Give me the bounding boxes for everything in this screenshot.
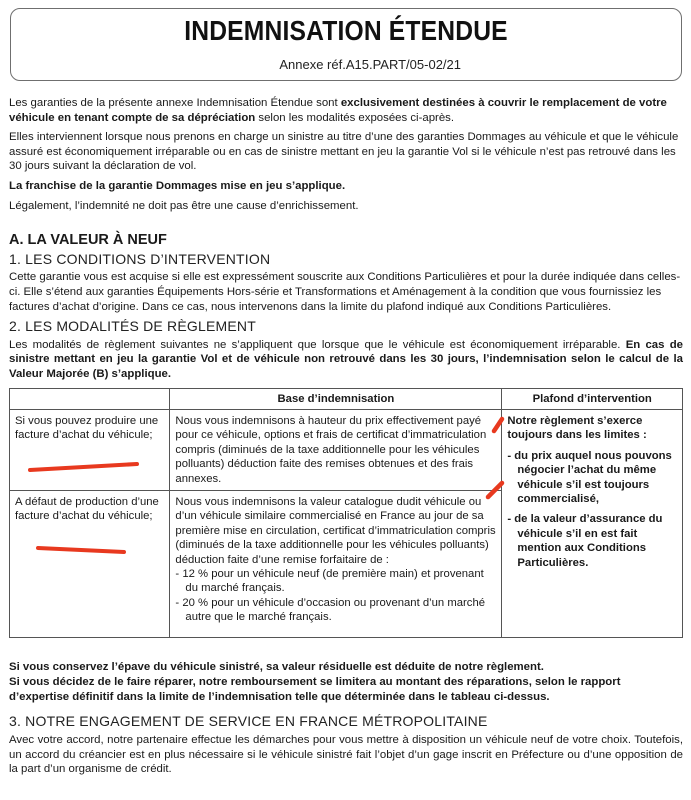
intro-paragraph-1: Les garanties de la présente annexe Indemnisation Étendue sont exclusivement destinées à couvrir le remplacement de votre véhicule en tenant compte de sa dépréciation selon les modalités exposées ci-après. (9, 97, 667, 124)
row2-item-2: - 20 % pour un véhicule d’occasion ou provenant d’un marché autre que le marché français. (175, 596, 486, 624)
section-2-title: 2. LES MODALITÉS DE RÈGLEMENT (9, 318, 256, 335)
row1-base: Nous vous indemnisons à hauteur du prix effectivement payé pour ce véhicule, options et frais de certificat d’immatriculation compris (diminués de la taxe additionnelle pour les véhicules polluants) déduction faite des remises obtenues et des frais annexes. (170, 409, 502, 490)
section-3-title: 3. NOTRE ENGAGEMENT DE SERVICE EN FRANCE MÉTROPOLITAINE (9, 713, 488, 730)
table-header-plafond: Plafond d’intervention (502, 388, 683, 409)
table-header-base: Base d’indemnisation (170, 388, 502, 409)
row2-item-1: - 12 % pour un véhicule neuf (de première main) et provenant du marché français. (175, 567, 484, 595)
intro-franchise-note: La franchise de la garantie Dommages mise en jeu s’applique. (9, 179, 346, 192)
row1-label: Si vous pouvez produire une facture d’achat du véhicule; (10, 409, 170, 490)
section-a-title: A. LA VALEUR À NEUF (9, 232, 167, 249)
intro-paragraph-4: Légalement, l’indemnité ne doit pas être une cause d’enrichissement. (9, 199, 359, 212)
annex-reference: Annexe réf.A15.PART/05-02/21 (279, 57, 461, 72)
section-1-title: 1. LES CONDITIONS D’INTERVENTION (9, 250, 271, 267)
plafond-intro: Notre règlement s’exerce toujours dans les limites : (507, 414, 647, 442)
table-header-row (10, 388, 683, 409)
section-3-text: Avec votre accord, notre partenaire effectue les démarches pour vous mettre à disposition un véhicule neuf de votre choix. Toutefois, un accord du créancier est en plus nécessaire si le véhicule sinistré fait l’objet d’un gage inscrit en Préfecture ou d’une opposition de la part d’un organisme de crédit. (9, 733, 683, 776)
title-box (10, 8, 682, 81)
after-table-paragraph-2: Si vous décidez de le faire réparer, notre remboursement se limitera au montant des réparations, selon le rapport d’expertise définitif dans la limite de l’indemnisation telle que déterminée dans le tableau ci-dessus. (9, 676, 621, 703)
after-table-paragraph-1: Si vous conservez l’épave du véhicule sinistré, sa valeur résiduelle est déduite de notre règlement. (9, 660, 544, 673)
indemnisation-table (9, 388, 683, 638)
section-1-text: Cette garantie vous est acquise si elle est expressément souscrite aux Conditions Particulières et pour la durée indiquée dans celles-ci. Elle s’étend aux garanties Équipements Hors-série et Transformations et Aménagement à la condition que vous fournissiez les factures d’achat d’origine. Dans ce cas, nous intervenons dans la limite du plafond indiqué aux Conditions Particulières. (9, 271, 681, 313)
plafond-item-1: - du prix auquel nous pouvons négocier l’achat du même véhicule s’il est toujours commercialisé, (507, 449, 672, 505)
plafond-item-2: - de la valeur d’assurance du véhicule s’il en est fait mention aux Conditions Particulières. (507, 513, 663, 569)
section-2-text: Les modalités de règlement suivantes ne s’appliquent que lorsque que le véhicule est économiquement irréparable. En cas de sinistre mettant en jeu la garantie Vol et de véhicule non retrouvé dans les 30 jours, l’indemnisation selon le calcul de la Valeur Majorée (B) s’applique. (9, 338, 683, 380)
table-row (10, 409, 683, 490)
intro-paragraph-2: Elles interviennent lorsque nous prenons en charge un sinistre au titre d’une des garanties Dommages au véhicule et que le véhicule assuré est économiquement irréparable ou en cas de sinistre mettant en jeu la garantie Vol si le véhicule n’est pas retrouvé dans les 30 jours suivant la déclaration de vol. (9, 131, 679, 173)
row2-base-text: Nous vous indemnisons la valeur catalogue dudit véhicule ou d’un véhicule similaire commercialisé en France au jour de sa première mise en circulation, certificat d’immatriculation compris (diminués de la taxe additionnelle pour les véhicules polluants) déduction faite d’une remise forfaitaire de : (175, 495, 496, 566)
row2-label: A défaut de production d’une facture d’achat du véhicule; (10, 490, 170, 637)
page-title: INDEMNISATION ÉTENDUE (184, 15, 508, 46)
table-header-empty (10, 388, 170, 409)
plafond-cell (502, 409, 683, 637)
document-body (9, 96, 683, 782)
row2-base (170, 490, 502, 637)
